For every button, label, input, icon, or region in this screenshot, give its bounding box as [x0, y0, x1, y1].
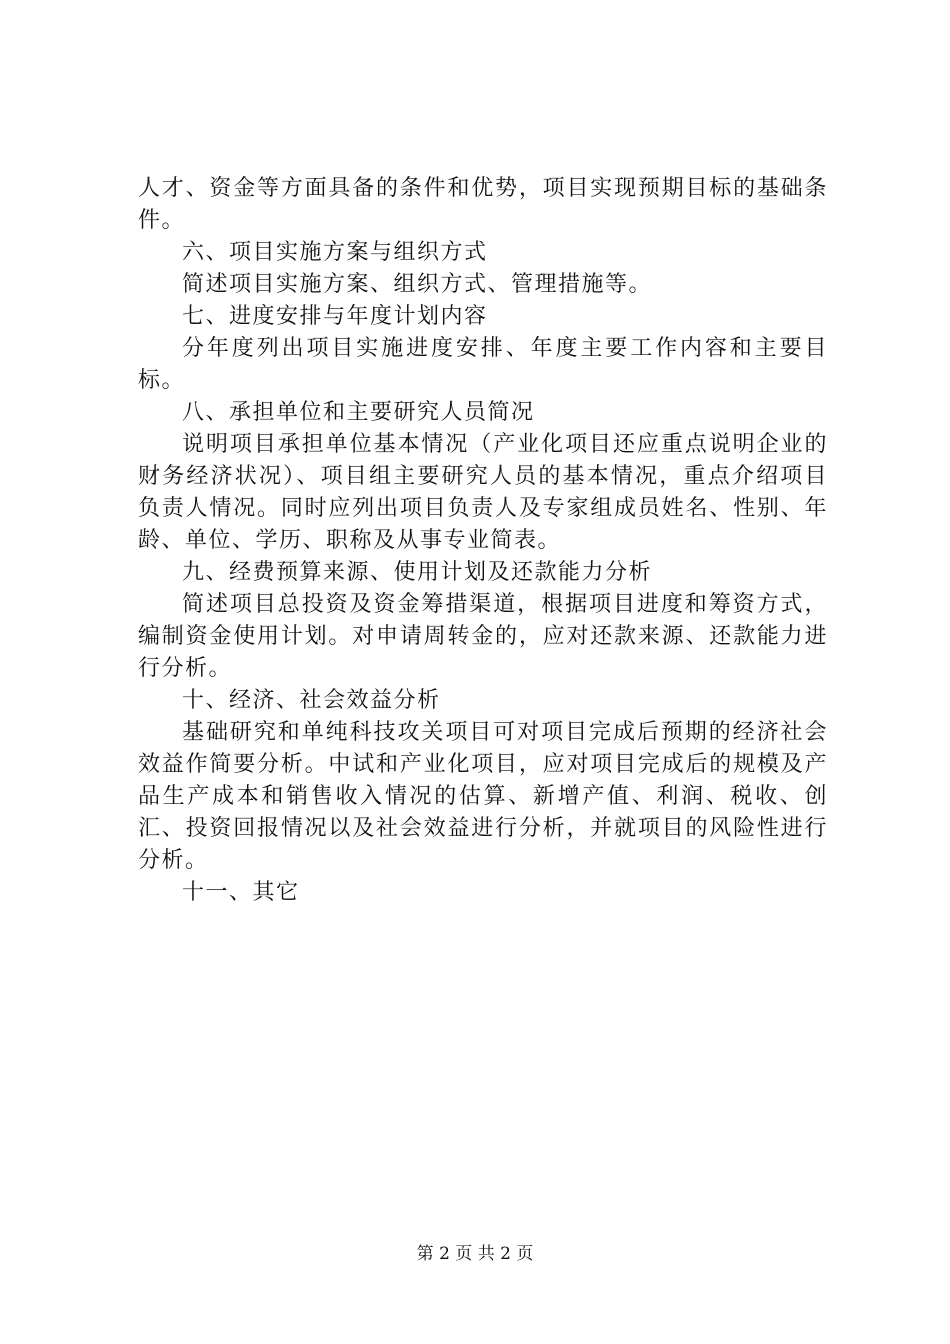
section-heading-6: 六、项目实施方案与组织方式	[182, 240, 488, 265]
section-body-10: 基础研究和单纯科技攻关项目可对项目完成后预期的经济社会效益作简要分析。中试和产业化项目，应对项目完成后的规模及产品生产成本和销售收入情况的估算、新增产值、利润、税收、创汇、投资回报情况以及社会效益进行分析，并就项目的风险性进行分析。	[138, 720, 828, 873]
paragraph-continuation: 人才、资金等方面具备的条件和优势，项目实现预期目标的基础条件。	[138, 176, 828, 233]
section-body-8: 说明项目承担单位基本情况（产业化项目还应重点说明企业的财务经济状况）、项目组主要研究人员的基本情况，重点介绍项目负责人情况。同时应列出项目负责人及专家组成员姓名、性别、年龄、单位、学历、职称及从事专业简表。	[138, 432, 828, 553]
section-heading-10: 十、经济、社会效益分析	[182, 688, 441, 713]
document-body	[138, 173, 828, 909]
page-number-footer: 第 2 页 共 2 页	[416, 1244, 534, 1264]
section-heading-7: 七、进度安排与年度计划内容	[182, 304, 488, 329]
section-body-6: 简述项目实施方案、组织方式、管理措施等。	[182, 272, 653, 297]
section-heading-11: 十一、其它	[182, 880, 300, 905]
section-heading-8: 八、承担单位和主要研究人员简况	[182, 400, 535, 425]
section-body-7: 分年度列出项目实施进度安排、年度主要工作内容和主要目标。	[138, 336, 828, 393]
section-heading-9: 九、经费预算来源、使用计划及还款能力分析	[182, 560, 653, 585]
section-body-9: 简述项目总投资及资金筹措渠道，根据项目进度和筹资方式，编制资金使用计划。对申请周转金的，应对还款来源、还款能力进行分析。	[138, 592, 828, 681]
